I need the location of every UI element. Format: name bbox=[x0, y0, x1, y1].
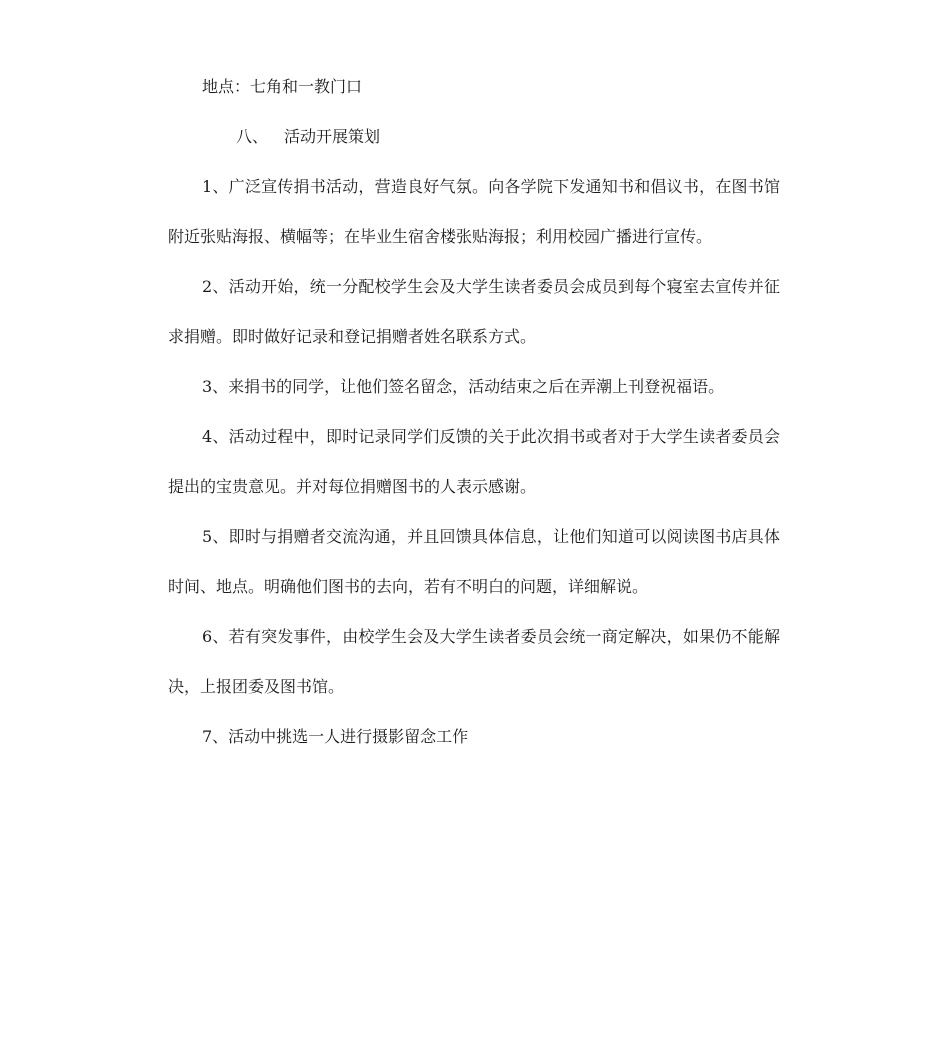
document-body bbox=[168, 62, 780, 762]
plan-item-1: 1、广泛宣传捐书活动，营造良好气氛。向各学院下发通知书和倡议书，在图书馆附近张贴海报、横幅等；在毕业生宿舍楼张贴海报；利用校园广播进行宣传。 bbox=[168, 177, 780, 246]
plan-item-5: 5、即时与捐赠者交流沟通，并且回馈具体信息，让他们知道可以阅读图书店具体时间、地点。明确他们图书的去向，若有不明白的问题，详细解说。 bbox=[168, 527, 780, 596]
section-heading bbox=[168, 112, 780, 162]
location-line: 地点：七角和一教门口 bbox=[202, 77, 363, 96]
section-number: 八、 bbox=[236, 127, 269, 146]
plan-item-7: 7、活动中挑选一人进行摄影留念工作 bbox=[202, 727, 469, 746]
section-title: 活动开展策划 bbox=[284, 127, 381, 146]
plan-item-2: 2、活动开始，统一分配校学生会及大学生读者委员会成员到每个寝室去宣传并征求捐赠。即时做好记录和登记捐赠者姓名联系方式。 bbox=[168, 277, 780, 346]
plan-item-4: 4、活动过程中，即时记录同学们反馈的关于此次捐书或者对于大学生读者委员会提出的宝贵意见。并对每位捐赠图书的人表示感谢。 bbox=[168, 427, 780, 496]
plan-item-3: 3、来捐书的同学，让他们签名留念，活动结束之后在弄潮上刊登祝福语。 bbox=[202, 377, 725, 396]
plan-item-6: 6、若有突发事件，由校学生会及大学生读者委员会统一商定解决，如果仍不能解决，上报团委及图书馆。 bbox=[168, 627, 780, 696]
